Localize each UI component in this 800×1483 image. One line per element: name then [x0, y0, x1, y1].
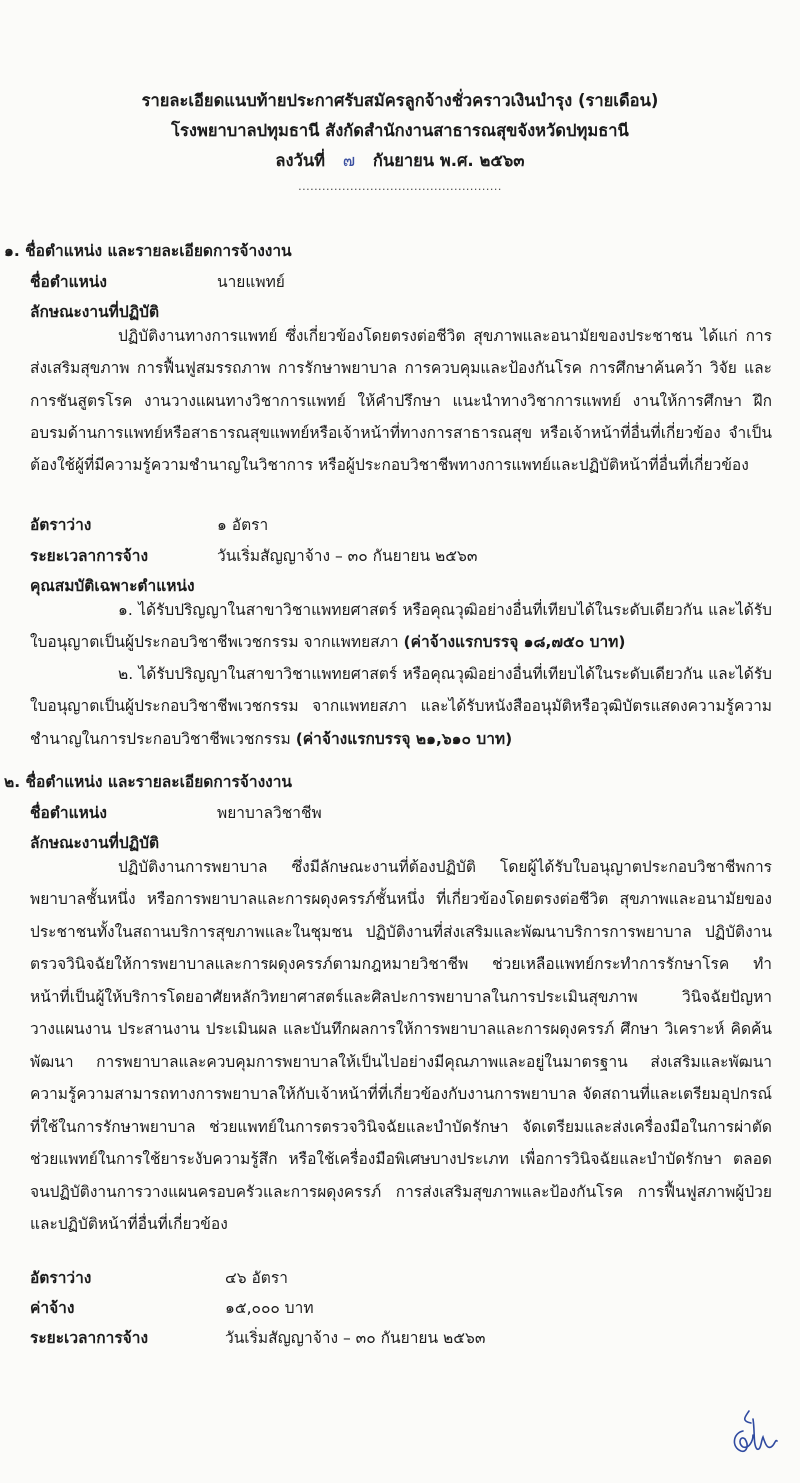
section1-duties-label: ลักษณะงานที่ปฏิบัติ [30, 303, 160, 321]
qualification-2-text: ๒. ได้รับปริญญาในสาขาวิชาแพทยศาสตร์ หรือคุณวุฒิอย่างอื่นที่เทียบได้ในระดับเดียวกัน และได้รับใบอนุญาตเป็นผู้ประกอบวิชาชีพเวชกรรม จากแพทยสภา และได้รับหนังสืออนุมัติหรือวุฒิบัตรแสดงความรู้ความชำนาญในการประกอบวิชาชีพเวชกรรม [30, 665, 772, 748]
section1-qualification-2 [30, 658, 772, 755]
section2-position-label: ชื่อตำแหน่ง [30, 804, 107, 822]
qualification-1-pay: (ค่าจ้างแรกบรรจุ ๑๘,๗๕๐ บาท) [403, 633, 626, 652]
dotted-separator: ................................................... [298, 180, 502, 193]
section1-heading: ๑. ชื่อตำแหน่ง และรายละเอียดการจ้างงาน [4, 242, 292, 260]
announcement-date [0, 148, 800, 174]
date-month-year: กันยายน พ.ศ. ๒๕๖๓ [372, 151, 525, 170]
hospital-name: โรงพยาบาลปทุมธานี สังกัดสำนักงานสาธารณสุขจังหวัดปทุมธานี [171, 121, 629, 140]
section2-heading: ๒. ชื่อตำแหน่ง และรายละเอียดการจ้างงาน [4, 773, 293, 791]
date-day: ๗ [342, 151, 356, 170]
section2-duties-text: ปฏิบัติงานการพยาบาล ซึ่งมีลักษณะงานที่ต้องปฏิบัติ โดยผู้ได้รับใบอนุญาตประกอบวิชาชีพการพยาบาลชั้นหนึ่ง หรือการพยาบาลและการผดุงครรภ์ชั้นหนึ่ง ที่เกี่ยวข้องโดยตรงต่อชีวิต สุขภาพและอนามัยของประชาชนทั้งในสถานบริการสุขภาพและในชุมชน ปฏิบัติงานที่ส่งเสริมและพัฒนาบริการการพยาบาล ปฏิบัติงานตรวจวินิจฉัยให้การพยาบาลและการผดุงครรภ์ตามกฎหมายวิชาชีพ ช่วยเหลือแพทย์กระทำการรักษาโรค ทำหน้าที่เป็นผู้ให้บริการโดยอาศัยหลักวิทยาศาสตร์และศิลปะการพยาบาลในการประเมินสุขภาพ วินิจฉัยปัญหา วางแผนงาน ประสานงาน ประเมินผล และบันทึกผลการให้การพยาบาลและการผดุงครรภ์ ศึกษา วิเคราะห์ คิดค้น พัฒนา การพยาบาลและควบคุมการพยาบาลให้เป็นไปอย่างมีคุณภาพและอยู่ในมาตรฐาน ส่งเสริมและพัฒนาความรู้ความสามารถทางการพยาบาลให้กับเจ้าหน้าที่ที่เกี่ยวข้องกับงานการพยาบาล จัดสถานที่และเตรียมอุปกรณ์ที่ใช้ในการรักษาพยาบาล ช่วยแพทย์ในการตรวจวินิจฉัยและบำบัดรักษา จัดเตรียมและส่งเครื่องมือในการผ่าตัด ช่วยแพทย์ในการใช้ยาระงับความรู้สึก หรือใช้เครื่องมือพิเศษบางประเภท เพื่อการวินิจฉัยและบำบัดรักษา ตลอดจนปฏิบัติงานการวางแผนครอบครัวและการผดุงครรภ์ การส่งเสริมสุขภาพและป้องกันโรค การฟื้นฟูสภาพผู้ป่วย และปฏิบัติหน้าที่อื่นที่เกี่ยวข้อง [30, 858, 772, 1233]
section2-position-value: พยาบาลวิชาชีพ [217, 804, 322, 822]
signature-icon [727, 1405, 779, 1460]
section1-period-value: วันเริ่มสัญญาจ้าง – ๓๐ กันยายน ๒๕๖๓ [217, 547, 478, 565]
qualification-1-text: ๑. ได้รับปริญญาในสาขาวิชาแพทยศาสตร์ หรือคุณวุฒิอย่างอื่นที่เทียบได้ในระดับเดียวกัน และได้รับใบอนุญาตเป็นผู้ประกอบวิชาชีพเวชกรรม จากแพทยสภา [30, 601, 772, 652]
section2-vacancy-value: ๔๖ อัตรา [225, 1269, 288, 1287]
section2-period-value: วันเริ่มสัญญาจ้าง – ๓๐ กันยายน ๒๕๖๓ [225, 1329, 486, 1347]
section2-wage-label: ค่าจ้าง [30, 1299, 75, 1317]
section2-vacancy-label: อัตราว่าง [30, 1269, 92, 1287]
section1-position-value: นายแพทย์ [217, 273, 285, 291]
section1-vacancy-label: อัตราว่าง [30, 516, 92, 534]
qualification-2-pay: (ค่าจ้างแรกบรรจุ ๒๑,๖๑๐ บาท) [295, 729, 513, 748]
section2-duties-label: ลักษณะงานที่ปฏิบัติ [30, 834, 160, 852]
document-title: รายละเอียดแนบท้ายประกาศรับสมัครลูกจ้างชั่วคราวเงินบำรุง (รายเดือน) [141, 91, 659, 110]
section1-qualifications-label: คุณสมบัติเฉพาะตำแหน่ง [30, 577, 195, 595]
section1-duties-text: ปฏิบัติงานทางการแพทย์ ซึ่งเกี่ยวข้องโดยตรงต่อชีวิต สุขภาพและอนามัยของประชาชน ได้แก่ การส่งเสริมสุขภาพ การฟื้นฟูสมรรถภาพ การรักษาพยาบาล การควบคุมและป้องกันโรค การศึกษาค้นคว้า วิจัย และการชันสูตรโรค งานวางแผนทางวิชาการแพทย์ ให้คำปรึกษา แนะนำทางวิชาการแพทย์ งานให้การศึกษา ฝึกอบรมด้านการแพทย์หรือสาธารณสุขแพทย์หรือเจ้าหน้าที่ทางการสาธารณสุข หรือเจ้าหน้าที่อื่นที่เกี่ยวข้อง จำเป็นต้องใช้ผู้ที่มีความรู้ความชำนาญในวิชาการ หรือผู้ประกอบวิชาชีพทางการแพทย์และปฏิบัติหน้าที่อื่นที่เกี่ยวข้อง [30, 327, 772, 475]
date-prefix: ลงวันที่ [275, 151, 325, 170]
section2-wage-value: ๑๕,๐๐๐ บาท [225, 1299, 314, 1317]
section1-qualification-1 [30, 594, 772, 659]
section1-position-label: ชื่อตำแหน่ง [30, 273, 107, 291]
section1-period-label: ระยะเวลาการจ้าง [30, 547, 149, 565]
section2-period-label: ระยะเวลาการจ้าง [30, 1329, 149, 1347]
section1-vacancy-value: ๑ อัตรา [217, 516, 269, 534]
